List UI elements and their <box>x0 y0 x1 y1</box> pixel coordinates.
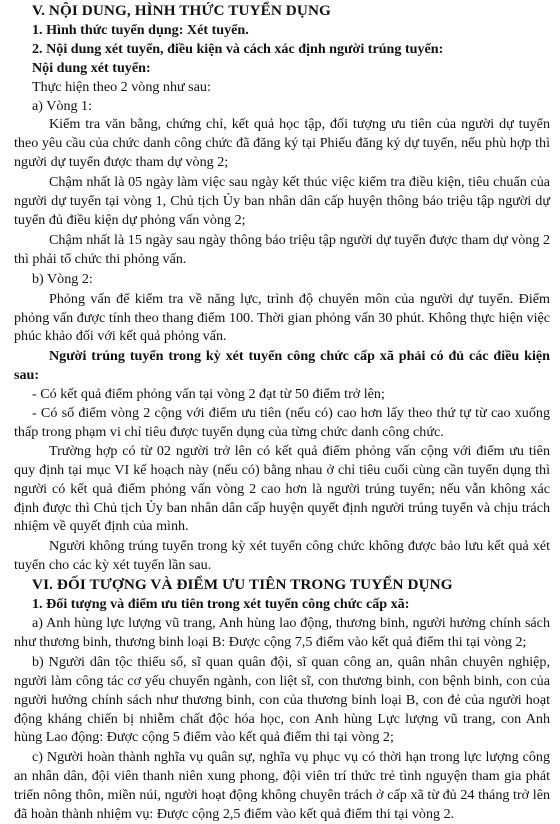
round-1-label: a) Vòng 1: <box>32 97 93 114</box>
winner-condition: - Có kết quả điểm phỏng vấn tại vòng 2 đạt từ 50 điểm trở lên; <box>32 386 385 403</box>
section-v-title: V. NỘI DUNG, HÌNH THỨC TUYỂN DỤNG <box>32 2 331 19</box>
winner-conditions-heading: Người trúng tuyển trong kỳ xét tuyển công chức cấp xã phải có đủ các điều kiện sau: <box>14 348 550 384</box>
section-v-item-1: 1. Hình thức tuyển dụng: Xét tuyển. <box>32 21 249 38</box>
round-1-paragraph: Chậm nhất là 15 ngày sau ngày thông báo triệu tập người dự tuyển được tham dự vòng 2 thì phải tổ chức thi phỏng vấn. <box>14 231 550 267</box>
priority-item-a: a) Anh hùng lực lượng vũ trang, Anh hùng lao động, thương binh, người hưởng chính sách như thương binh, thương binh loại B: Được cộng 7,5 điểm vào kết quả điểm thi tại vòng 2; <box>14 615 550 650</box>
winner-condition: - Có số điểm vòng 2 cộng với điểm ưu tiên (nếu có) cao hơn lấy theo thứ tự từ cao xuống thấp trong phạm vi chỉ tiêu được tuyển dụng của từng chức danh công chức. <box>14 405 550 440</box>
round-2-label: b) Vòng 2: <box>32 270 93 287</box>
priority-item-c: c) Người hoàn thành nghĩa vụ quân sự, nghĩa vụ phục vụ có thời hạn trong lực lượng công an nhân dân, đội viên thanh niên xung phong, đội viên trí thức trẻ tình nguyện tham gia phát triển nông thôn, miền núi, người hoạt động không chuyên trách ở cấp xã từ đủ 24 tháng trở lên đã hoàn thành nhiệm vụ: Được cộng 2,5 điểm vào kết quả điểm thi tại vòng 2. <box>14 749 550 823</box>
section-v-item-2: 2. Nội dung xét tuyển, điều kiện và cách xác định người trúng tuyển: <box>32 40 444 57</box>
no-reserve-paragraph: Người không trúng tuyển trong kỳ xét tuyển công chức không được bảo lưu kết quả xét tuyển cho các kỳ xét tuyển lần sau. <box>14 538 550 574</box>
round-1-paragraph: Kiểm tra văn bằng, chứng chỉ, kết quả học tập, đối tượng ưu tiên của người dự tuyển theo yêu cầu của chức danh công chức đã đăng ký tại Phiếu đăng ký dự tuyển, nếu phù hợp thì người dự tuyển được tham dự vòng 2; <box>14 116 550 171</box>
section-vi-item-1: 1. Đối tượng và điểm ưu tiên trong xét tuyển công chức cấp xã: <box>32 596 410 613</box>
content-label: Nội dung xét tuyển: <box>32 59 151 76</box>
rounds-intro: Thực hiện theo 2 vòng như sau: <box>32 78 211 95</box>
round-2-paragraph: Phỏng vấn để kiểm tra về năng lực, trình độ chuyên môn của người dự tuyển. Điểm phỏng vấn được tính theo thang điểm 100. Thời gian phỏng vấn 30 phút. Không thực hiện việc phúc khảo đối với kết quả phỏng vấn. <box>14 290 550 345</box>
tie-rule-paragraph: Trường hợp có từ 02 người trở lên có kết quả điểm phỏng vấn cộng với điểm ưu tiên quy định tại mục VI kế hoạch này (nếu có) bằng nhau ở chỉ tiêu cuối cùng cần tuyển dụng thì người có kết quả điểm phỏng vấn vòng 2 cao hơn là người trúng tuyển; nếu vẫn không xác định được thì Chủ tịch Ủy ban nhân dân cấp huyện quyết định người trúng tuyển và chịu trách nhiệm về quyết định của mình. <box>14 442 550 535</box>
round-1-paragraph: Chậm nhất là 05 ngày làm việc sau ngày kết thúc việc kiểm tra điều kiện, tiêu chuẩn của người dự tuyển tại vòng 1, Chủ tịch Ủy ban nhân dân cấp huyện thông báo triệu tập người dự tuyển đủ điều kiện dự phỏng vấn vòng 2; <box>14 174 550 228</box>
priority-item-b: b) Người dân tộc thiểu số, sĩ quan quân đội, sĩ quan công an, quân nhân chuyên nghiệp, người làm công tác cơ yếu chuyển ngành, con liệt sĩ, con thương binh, con bệnh binh, con của người hưởng chính sách như thương binh, con của thương binh loại B, con đẻ của người hoạt động kháng chiến bị nhiễm chất độc hóa học, con Anh hùng Lực lượng vũ trang, con Anh hùng Lao động: Được cộng 5 điểm vào kết quả điểm thi tại vòng 2; <box>14 653 550 746</box>
section-vi-title: VI. ĐỐI TƯỢNG VÀ ĐIỂM ƯU TIÊN TRONG TUYỂN DỤNG <box>32 576 453 594</box>
